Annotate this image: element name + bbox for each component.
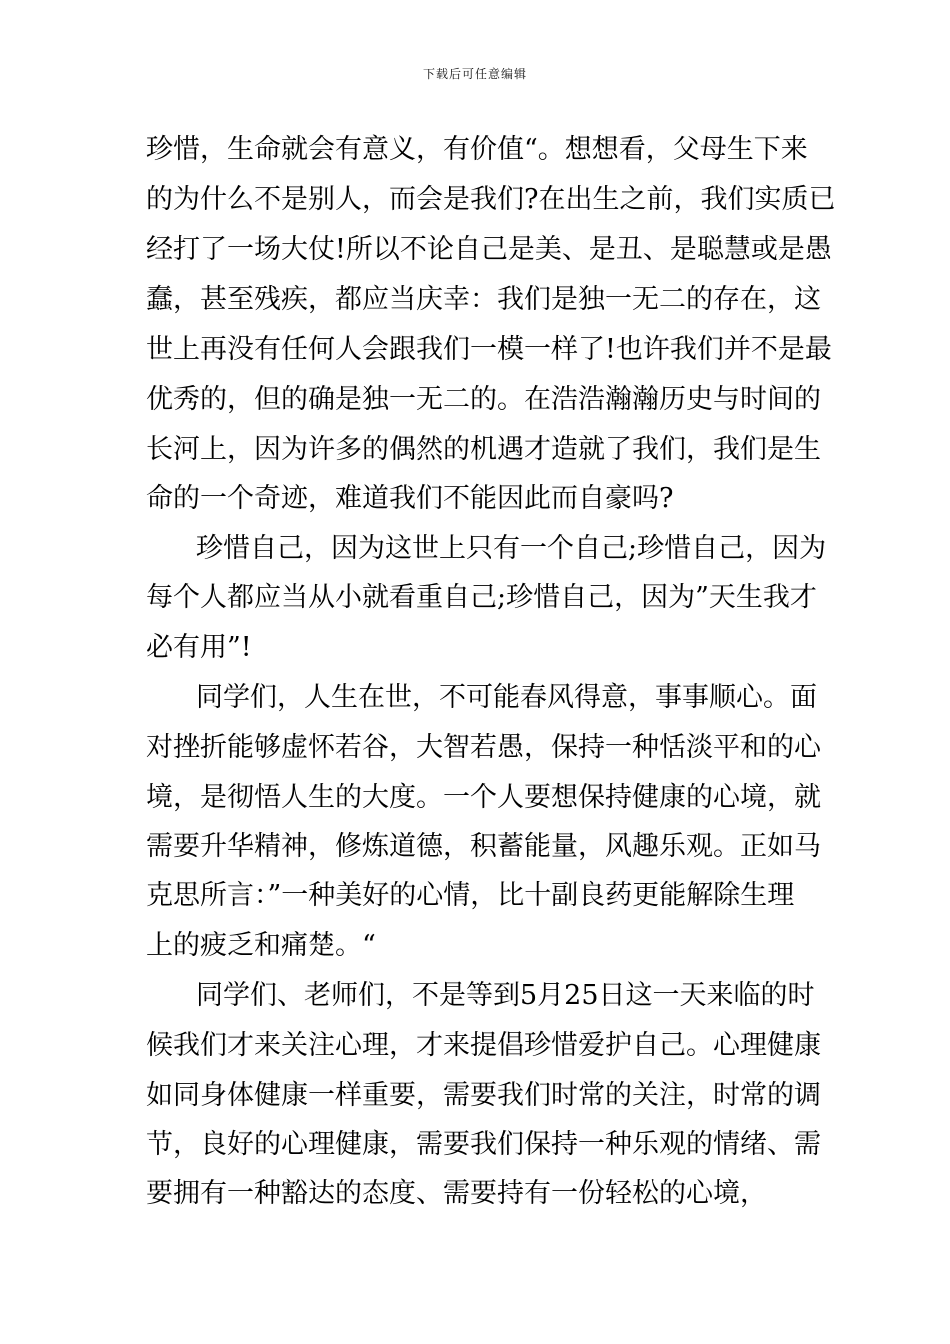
text-line: 要拥有一种豁达的态度、需要持有一份轻松的心境， [146, 1178, 767, 1209]
page-header: 下载后可任意编辑 [422, 67, 527, 81]
text-line: 境，是彻悟人生的大度。一个人要想保持健康的心境，就 [146, 782, 821, 813]
text-line: 世上再没有任何人会跟我们一模一样了!也许我们并不是最 [146, 334, 832, 365]
text-line: 对挫折能够虚怀若谷，大智若愚，保持一种恬淡平和的心 [146, 732, 821, 763]
paragraph-first-line: 同学们、老师们，不是等到5月25日这一天来临的时 [196, 980, 815, 1011]
text-line: 蠢，甚至残疾，都应当庆幸：我们是独一无二的存在，这 [146, 284, 821, 315]
text-line: 珍惜，生命就会有意义，有价值“。想想看，父母生下来 [146, 134, 808, 165]
text-line: 候我们才来关注心理，才来提倡珍惜爱护自己。心理健康 [146, 1030, 821, 1061]
text-line: 的为什么不是别人，而会是我们?在出生之前，我们实质已 [146, 184, 836, 215]
paragraph-first-line: 同学们，人生在世，不可能春风得意，事事顺心。面 [196, 682, 817, 713]
text-line: 克思所言：”一种美好的心情，比十副良药更能解除生理 [146, 880, 795, 911]
text-line: 命的一个奇迹，难道我们不能因此而自豪吗? [146, 483, 674, 514]
text-line: 优秀的，但的确是独一无二的。在浩浩瀚瀚历史与时间的 [146, 384, 821, 415]
text-line: 需要升华精神，修炼道德，积蓄能量，风趣乐观。正如马 [146, 831, 821, 862]
text-line: 上的疲乏和痛楚。“ [146, 930, 376, 961]
text-line: 如同身体健康一样重要，需要我们时常的关注，时常的调 [146, 1080, 821, 1111]
text-line: 每个人都应当从小就看重自己;珍惜自己，因为”天生我才 [146, 582, 817, 613]
text-line: 节，良好的心理健康，需要我们保持一种乐观的情绪、需 [146, 1129, 821, 1160]
paragraph-first-line: 珍惜自己，因为这世上只有一个自己;珍惜自己，因为 [196, 533, 827, 564]
text-line: 长河上，因为许多的偶然的机遇才造就了我们，我们是生 [146, 434, 821, 465]
text-line: 经打了一场大仗!所以不论自己是美、是丑、是聪慧或是愚 [146, 234, 832, 265]
text-line: 必有用”! [146, 632, 252, 663]
